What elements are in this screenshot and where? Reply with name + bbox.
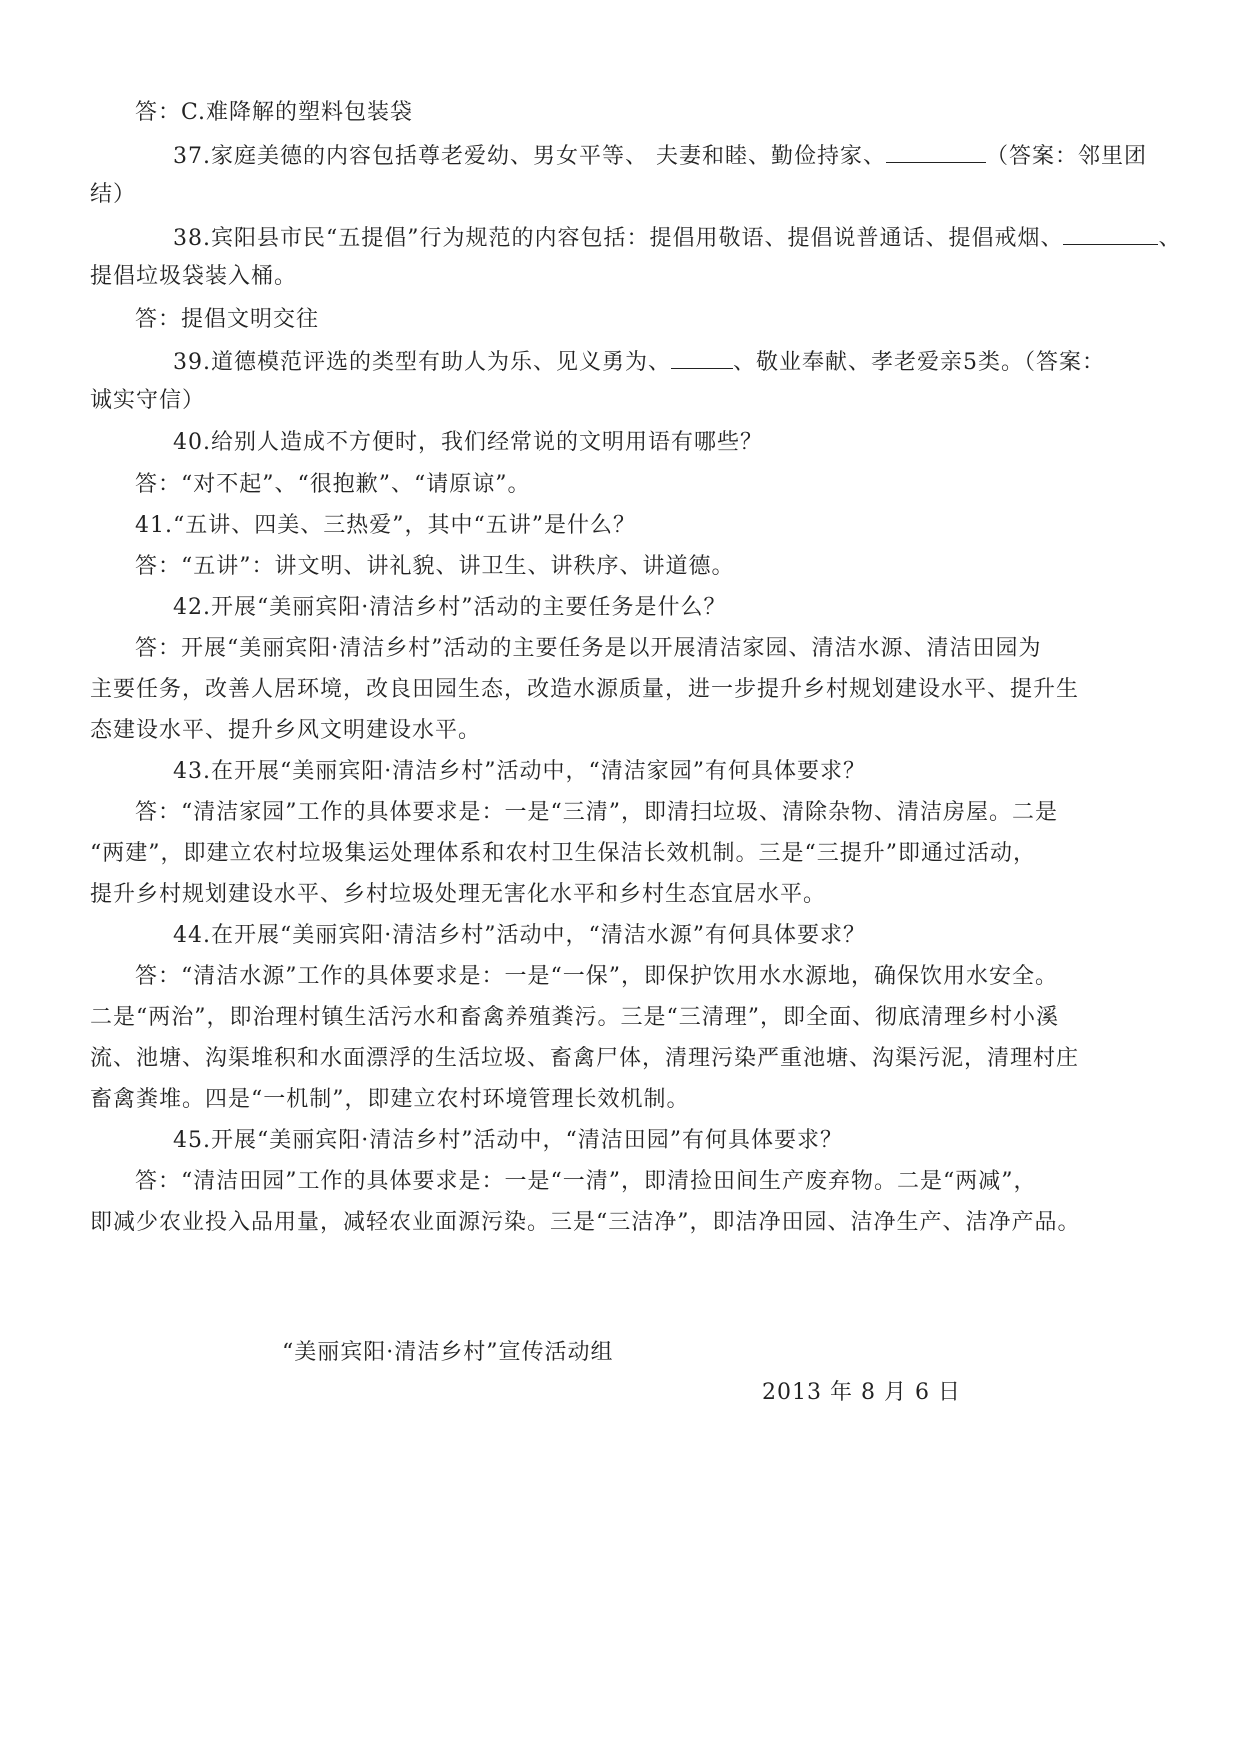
text-line	[90, 180, 136, 210]
text-span: 答：提倡文明交往	[135, 307, 320, 332]
text-line	[173, 593, 726, 623]
text-span: 45.开展“美丽宾阳·清洁乡村”活动中，“清洁田园”有何具体要求？	[173, 1128, 843, 1153]
text-span: 结）	[90, 182, 137, 207]
text-line	[135, 634, 1042, 664]
text-span: “两建”，即建立农村垃圾集运处理体系和农村卫生保洁长效机制。三是“三提升”即通过活动，	[90, 841, 1036, 866]
text-line	[173, 921, 866, 951]
text-line	[135, 98, 413, 128]
text-span: 答：“清洁水源”工作的具体要求是：一是“一保”，即保护饮用水水源地，确保饮用水安全。	[135, 964, 1058, 989]
text-span: 答：“五讲”：讲文明、讲礼貌、讲卫生、讲秩序、讲道德。	[135, 554, 735, 579]
text-span: 41.“五讲、四美、三热爱”，其中“五讲”是什么？	[135, 513, 636, 538]
text-span: 答：“对不起”、“很抱歉”、“请原谅”。	[135, 472, 531, 497]
text-line	[135, 470, 530, 500]
text-line	[173, 222, 1182, 254]
text-line	[135, 511, 636, 541]
text-span: 答：开展“美丽宾阳·清洁乡村”活动的主要任务是以开展清洁家园、清洁水源、清洁田园为	[135, 636, 1042, 661]
text-span: 答：C.难降解的塑料包装袋	[135, 100, 414, 125]
text-span: 畜禽粪堆。四是“一机制”，即建立农村环境管理长效机制。	[90, 1087, 690, 1112]
text-line	[90, 839, 1036, 869]
text-line	[135, 305, 319, 335]
text-span: 、敬业奉献、孝老爱亲5类。（答案：	[733, 350, 1105, 375]
text-span: 流、池塘、沟渠堆积和水面漂浮的生活垃圾、畜禽尸体，清理污染严重池塘、沟渠污泥，清理村庄	[90, 1046, 1080, 1071]
text-span: 37.家庭美德的内容包括尊老爱幼、男女平等、 夫妻和睦、勤俭持家、	[173, 144, 886, 169]
text-line	[173, 346, 1105, 378]
text-span: 态建设水平、提升乡风文明建设水平。	[90, 718, 482, 743]
text-span: 即减少农业投入品用量，减轻农业面源污染。三是“三洁净”，即洁净田园、洁净生产、洁净产品。	[90, 1210, 1081, 1235]
text-span: 42.开展“美丽宾阳·清洁乡村”活动的主要任务是什么？	[173, 595, 727, 620]
text-span: 诚实守信）	[90, 388, 206, 413]
text-line	[173, 757, 866, 787]
signature-date: 2013 年 8 月 6 日	[762, 1380, 961, 1405]
text-span: 答：“清洁田园”工作的具体要求是：一是“一清”，即清捡田间生产废弃物。二是“两减”，	[135, 1169, 1037, 1194]
text-line	[90, 1085, 690, 1115]
text-span: 38.宾阳县市民“五提倡”行为规范的内容包括：提倡用敬语、提倡说普通话、提倡戒烟、	[173, 226, 1064, 251]
signature-org: “美丽宾阳·清洁乡村”宣传活动组	[282, 1340, 614, 1365]
text-span: 二是“两治”，即治理村镇生活污水和畜禽养殖粪污。三是“三清理”，即全面、彻底清理乡村小溪	[90, 1005, 1059, 1030]
text-line	[135, 962, 1058, 992]
fill-in-blank	[1063, 222, 1158, 245]
text-line	[90, 716, 481, 746]
text-line	[90, 262, 297, 292]
text-line	[173, 1126, 843, 1156]
text-span: 主要任务，改善人居环境，改良田园生态，改造水源质量，进一步提升乡村规划建设水平、提升生	[90, 677, 1080, 702]
text-line	[90, 880, 826, 910]
fill-in-blank	[886, 140, 986, 163]
text-span: 39.道德模范评选的类型有助人为乐、见义勇为、	[173, 350, 671, 375]
text-line	[90, 386, 205, 416]
text-span: 、	[1158, 226, 1182, 251]
text-span: 提升乡村规划建设水平、乡村垃圾处理无害化水平和乡村生态宜居水平。	[90, 882, 827, 907]
text-span: 43.在开展“美丽宾阳·清洁乡村”活动中，“清洁家园”有何具体要求？	[173, 759, 866, 784]
text-span: 44.在开展“美丽宾阳·清洁乡村”活动中，“清洁水源”有何具体要求？	[173, 923, 866, 948]
text-line	[90, 1003, 1059, 1033]
text-line	[90, 675, 1079, 705]
text-span: （答案：邻里团	[985, 144, 1147, 169]
fill-in-blank	[671, 346, 733, 369]
text-span: 40.给别人造成不方便时，我们经常说的文明用语有哪些？	[173, 430, 763, 455]
text-line	[135, 1167, 1037, 1197]
text-line	[135, 552, 735, 582]
text-line	[173, 428, 763, 458]
text-line	[173, 140, 1147, 172]
text-line	[135, 798, 1058, 828]
text-line	[90, 1044, 1079, 1074]
text-line	[90, 1208, 1081, 1238]
text-span: 答：“清洁家园”工作的具体要求是：一是“三清”，即清扫垃圾、清除杂物、清洁房屋。二是	[135, 800, 1058, 825]
text-span: 提倡垃圾袋装入桶。	[90, 264, 298, 289]
